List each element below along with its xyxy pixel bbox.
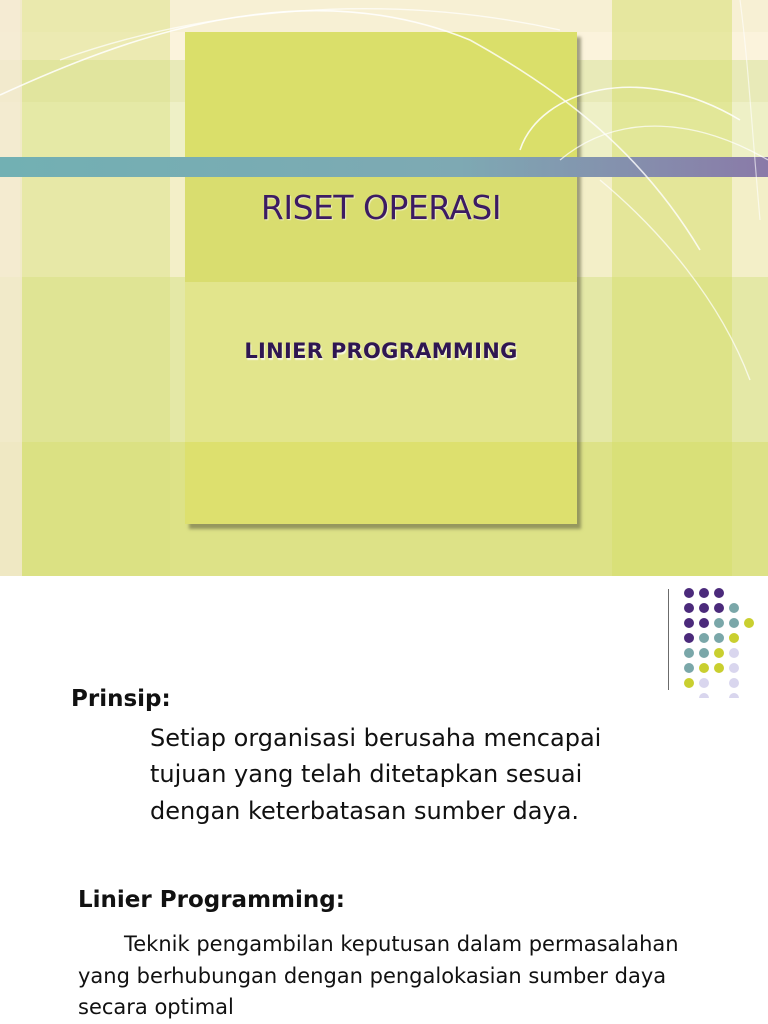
dot [729, 693, 739, 698]
lp-line-3: secara optimal [78, 995, 234, 1019]
lp-heading: Linier Programming: [78, 887, 345, 913]
dot [729, 648, 739, 658]
slide-title: RISET OPERASI [260, 188, 502, 227]
dot-grid-decoration [680, 588, 760, 698]
dot [714, 588, 724, 598]
dot [729, 663, 739, 673]
dot [714, 633, 724, 643]
dot [699, 603, 709, 613]
dot [684, 633, 694, 643]
dot [699, 693, 709, 698]
dot [714, 648, 724, 658]
dot [714, 663, 724, 673]
lp-line-1: Teknik pengambilan keputusan dalam permasalahan [124, 932, 679, 956]
dot [684, 648, 694, 658]
prinsip-line-2: tujuan yang telah ditetapkan sesuai [150, 760, 583, 788]
dot [699, 633, 709, 643]
dot [729, 618, 739, 628]
prinsip-line-1: Setiap organisasi berusaha mencapai [150, 724, 602, 752]
content-slide [0, 576, 768, 1024]
dot [699, 663, 709, 673]
slide-subtitle: LINIER PROGRAMMING [244, 339, 518, 363]
dot [684, 588, 694, 598]
dot [744, 618, 754, 628]
dot [699, 588, 709, 598]
dot [699, 618, 709, 628]
dot [699, 678, 709, 688]
dot [684, 618, 694, 628]
dot [699, 648, 709, 658]
dot [684, 678, 694, 688]
dot [729, 678, 739, 688]
dot [729, 633, 739, 643]
dot [714, 603, 724, 613]
dot [714, 618, 724, 628]
dot [684, 603, 694, 613]
dot [729, 603, 739, 613]
prinsip-heading: Prinsip: [71, 686, 171, 712]
lp-line-2: yang berhubungan dengan pengalokasian sumber daya [78, 964, 667, 988]
prinsip-line-3: dengan keterbatasan sumber daya. [150, 797, 580, 825]
divider-line [668, 589, 669, 690]
dot [684, 663, 694, 673]
